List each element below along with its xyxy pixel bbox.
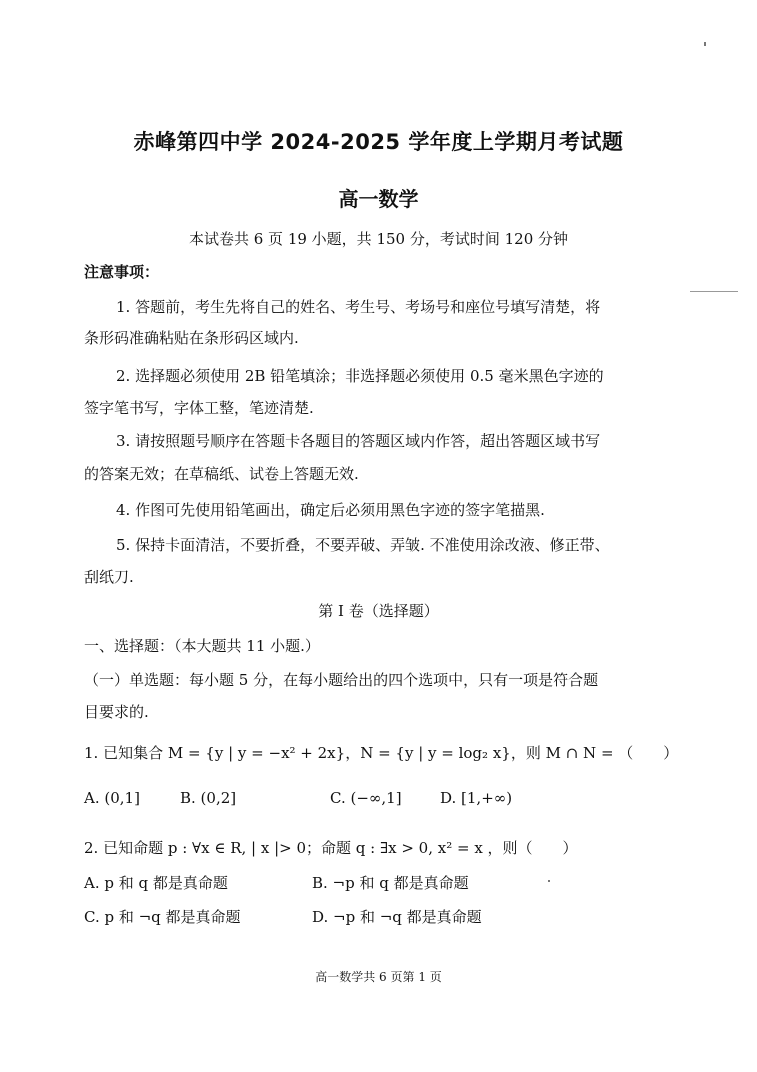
question-2-option-c: C. p 和 ¬q 都是真命题 [84, 908, 241, 926]
subsection-line-2: 目要求的. [84, 703, 149, 721]
notice-item-5-line-2: 刮纸刀. [84, 568, 134, 586]
question-1-option-a: A. (0,1] [84, 789, 140, 807]
scan-mark-line [690, 291, 738, 292]
exam-title: 赤峰第四中学 2024-2025 学年度上学期月考试题 [133, 130, 624, 154]
notice-item-3-line-1: 3. 请按照题号顺序在答题卡各题目的答题区域内作答，超出答题区域书写 [116, 432, 601, 450]
question-2-stem: 2. 已知命题 p : ∀x ∈ R, | x |> 0；命题 q : ∃x > 0, x² = x ，则（ ） [84, 839, 578, 857]
question-1-option-d: D. [1,+∞) [440, 789, 513, 807]
notice-heading: 注意事项： [84, 263, 160, 281]
scan-speck [548, 880, 550, 882]
subsection-line-1: （一）单选题：每小题 5 分，在每小题给出的四个选项中，只有一项是符合题 [84, 671, 599, 689]
question-1-stem: 1. 已知集合 M = {y | y = −x² + 2x}，N = {y | y = log₂ x}，则 M ∩ N = （ ） [84, 744, 679, 762]
question-2-option-b: B. ¬p 和 q 都是真命题 [312, 874, 469, 892]
section-heading: 一、选择题：（本大题共 11 小题.） [84, 637, 320, 655]
notice-item-1-line-1: 1. 答题前，考生先将自己的姓名、考生号、考场号和座位号填写清楚，将 [116, 298, 601, 316]
notice-item-2-line-2: 签字笔书写，字体工整，笔迹清楚. [84, 399, 314, 417]
subject-title: 高一数学 [338, 187, 419, 211]
part-title: 第 I 卷（选择题） [318, 602, 439, 620]
scan-speck [704, 42, 706, 46]
question-2-option-d: D. ¬p 和 ¬q 都是真命题 [312, 908, 482, 926]
question-2-option-a: A. p 和 q 都是真命题 [84, 874, 228, 892]
notice-item-5-line-1: 5. 保持卡面清洁，不要折叠，不要弄破、弄皱. 不准使用涂改液、修正带、 [116, 536, 610, 554]
exam-info: 本试卷共 6 页 19 小题，共 150 分，考试时间 120 分钟 [188, 230, 569, 248]
question-1-option-c: C. (−∞,1] [330, 789, 402, 807]
page-footer: 高一数学共 6 页第 1 页 [315, 970, 442, 984]
notice-item-4: 4. 作图可先使用铅笔画出，确定后必须用黑色字迹的签字笔描黑. [116, 501, 545, 519]
question-1-option-b: B. (0,2] [180, 789, 237, 807]
notice-item-1-line-2: 条形码准确粘贴在条形码区域内. [84, 329, 299, 347]
notice-item-2-line-1: 2. 选择题必须使用 2B 铅笔填涂；非选择题必须使用 0.5 毫米黑色字迹的 [116, 367, 604, 385]
notice-item-3-line-2: 的答案无效；在草稿纸、试卷上答题无效. [84, 465, 359, 483]
